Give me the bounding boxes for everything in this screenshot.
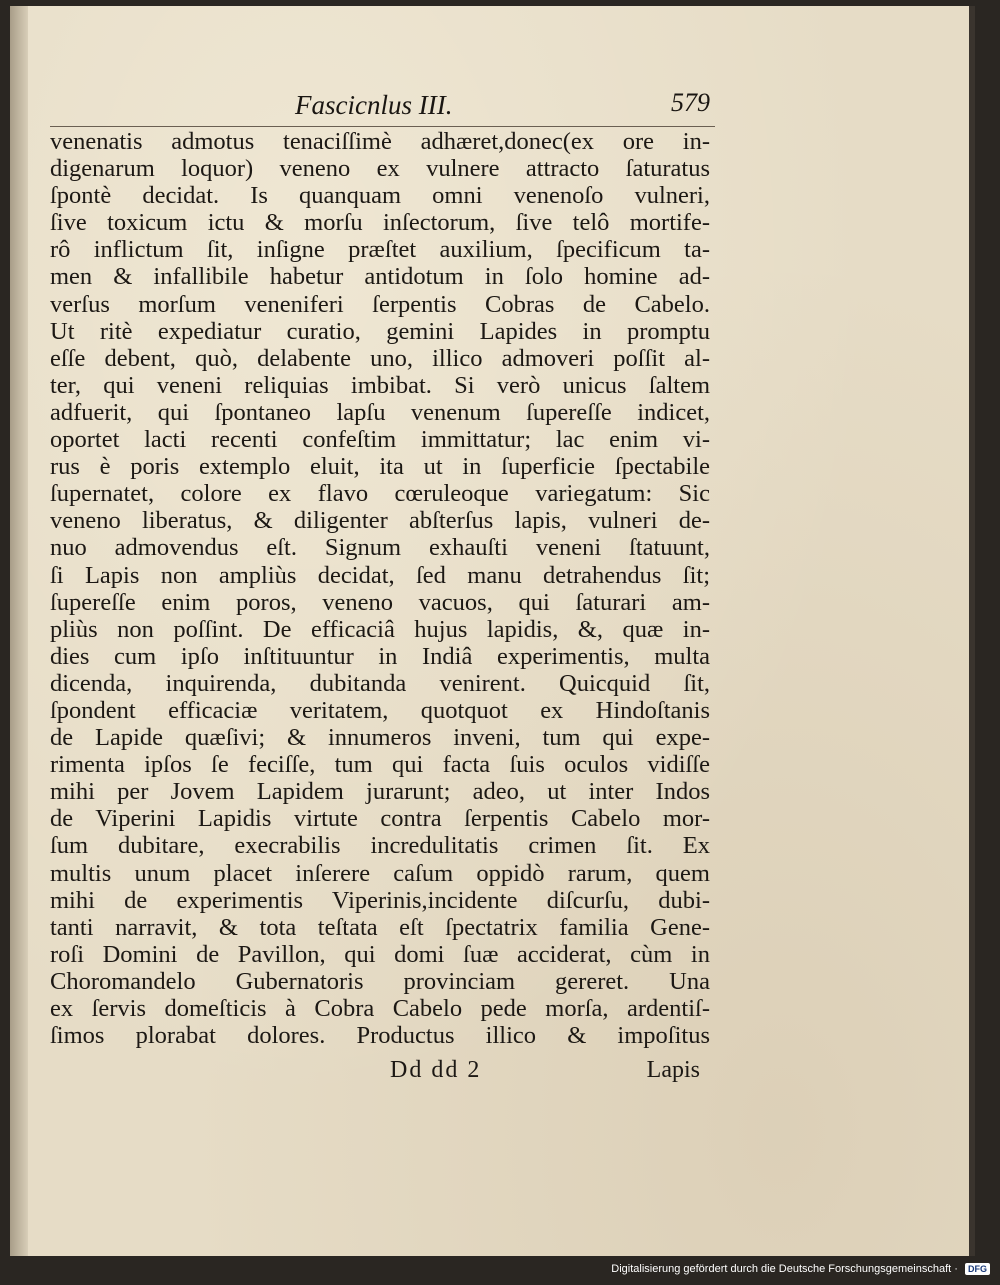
text-line: adfuerit, qui ſpontaneo lapſu venenum ſupereſſe indicet, — [50, 398, 710, 426]
text-line: ſimos plorabat dolores. Productus illico & impoſitus — [50, 1022, 710, 1050]
text-line: rus è poris extemplo eluit, ita ut in ſuperficie ſpectabile — [50, 453, 710, 481]
text-line: verſus morſum veneniferi ſerpentis Cobras de Cabelo. — [50, 290, 710, 318]
page-header — [50, 88, 710, 126]
text-line: Choromandelo Gubernatoris provinciam gereret. Una — [50, 967, 710, 995]
text-line: ter, qui veneni reliquias imbibat. Si verò unicus ſaltem — [50, 371, 710, 399]
text-line: tanti narravit, & tota teſtata eſt ſpectatrix familia Gene- — [50, 913, 710, 941]
text-line: rô inflictum ſit, inſigne præſtet auxilium, ſpecificum ta- — [50, 236, 710, 264]
text-line: ſupernatet, colore ex flavo cœruleoque variegatum: Sic — [50, 480, 710, 508]
text-line: mihi de experimentis Viperinis,incidente diſcurſu, dubi- — [50, 886, 710, 914]
text-line: Ut ritè expediatur curatio, gemini Lapides in promptu — [50, 317, 710, 345]
text-line: roſi Domini de Pavillon, qui domi ſuæ acciderat, cùm in — [50, 940, 710, 968]
signature-mark: Dd dd 2 — [390, 1057, 482, 1083]
page-footer — [50, 1057, 710, 1087]
page-gutter — [10, 6, 28, 1256]
text-line: ſpontè decidat. Is quanquam omni venenoſo vulneri, — [50, 182, 710, 210]
text-line: eſſe debent, quò, delabente uno, illico admoveri poſſit al- — [50, 344, 710, 372]
text-line: men & infallibile habetur antidotum in ſolo homine ad- — [50, 263, 710, 291]
text-line: pliùs non poſſint. De efficaciâ hujus lapidis, &, quæ in- — [50, 615, 710, 643]
text-line: digenarum loquor) veneno ex vulnere attracto ſaturatus — [50, 155, 710, 183]
catchword: Lapis — [646, 1057, 700, 1083]
text-line: ſupereſſe enim poros, veneno vacuos, qui ſaturari am- — [50, 588, 710, 616]
digitization-credit — [611, 1263, 990, 1281]
book-page — [10, 6, 975, 1256]
text-line: nuo admovendus eſt. Signum exhauſti veneni ſtatuunt, — [50, 534, 710, 562]
text-line: ſpondent efficaciæ veritatem, quotquot ex Hindoſtanis — [50, 696, 710, 724]
text-line: veneno liberatus, & diligenter abſterſus lapis, vulneri de- — [50, 507, 710, 535]
page-number: 579 — [671, 88, 710, 117]
text-line: ſi Lapis non ampliùs decidat, ſed manu detrahendus ſit; — [50, 561, 710, 589]
credit-text: Digitalisierung gefördert durch die Deutsche Forschungsgemeinschaft · — [611, 1263, 958, 1276]
text-line: de Lapide quæſivi; & innumeros inveni, tum qui expe- — [50, 724, 710, 752]
header-rule — [50, 126, 715, 127]
text-line: dies cum ipſo inſtituuntur in Indiâ experimentis, multa — [50, 642, 710, 670]
body-text — [50, 128, 710, 1049]
text-line: rimenta ipſos ſe feciſſe, tum qui facta ſuis oculos vidiſſe — [50, 751, 710, 779]
running-head: Fascicnlus III. — [295, 90, 453, 120]
dfg-logo-icon: DFG — [965, 1263, 990, 1275]
text-line: ſive toxicum ictu & morſu inſectorum, ſive telô mortife- — [50, 209, 710, 237]
page-edge — [969, 6, 975, 1256]
text-line: mihi per Jovem Lapidem jurarunt; adeo, ut inter Indos — [50, 778, 710, 806]
text-line: de Viperini Lapidis virtute contra ſerpentis Cabelo mor- — [50, 805, 710, 833]
text-line: multis unum placet inſerere caſum oppidò rarum, quem — [50, 859, 710, 887]
text-line: venenatis admotus tenaciſſimè adhæret,donec(ex ore in- — [50, 128, 710, 155]
text-line: ſum dubitare, execrabilis incredulitatis crimen ſit. Ex — [50, 832, 710, 860]
text-line: ex ſervis domeſticis à Cobra Cabelo pede morſa, ardentiſ- — [50, 995, 710, 1022]
text-line: dicenda, inquirenda, dubitanda venirent. Quicquid ſit, — [50, 669, 710, 697]
text-line: oportet lacti recenti confeſtim immittatur; lac enim vi- — [50, 426, 710, 454]
